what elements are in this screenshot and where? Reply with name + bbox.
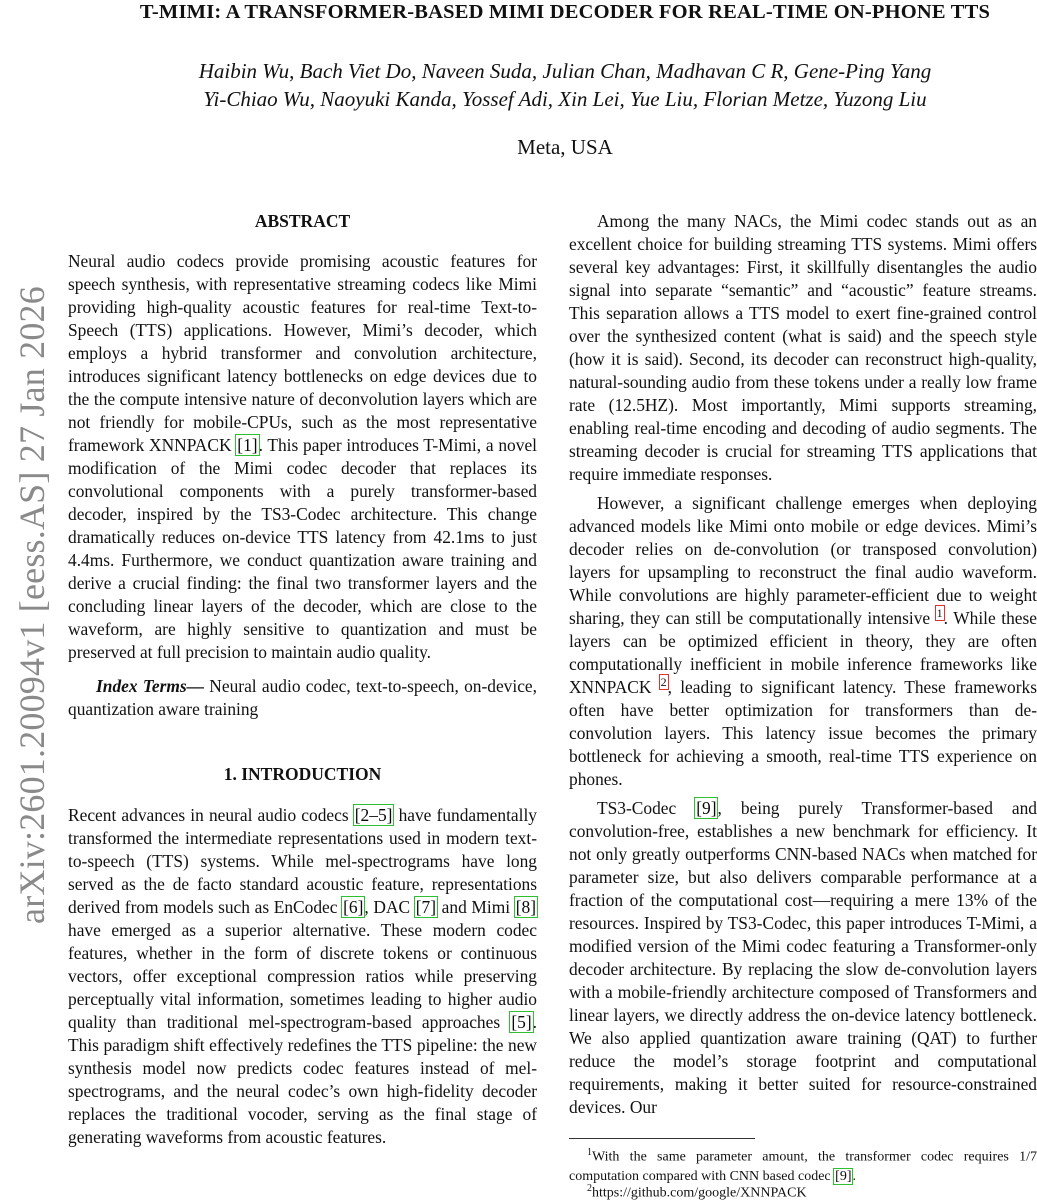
xnnpack-url-link[interactable]: https://github.com/google/XNNPACK bbox=[592, 1185, 807, 1201]
citation-link[interactable]: [8] bbox=[515, 897, 536, 917]
abstract-text-part: . This paper introduces T-Mimi, a novel modification of the Mimi codec decoder that replaces its convolutional components with a purely transformer-based decoder, inspired by the TS3-Codec architecture. This change dramatically reduces on-device TTS latency from 42.1ms to just 4.4ms. Furthermore, we conduct quantization aware training and derive a crucial finding: the final two transformer layers and the concluding linear layers of the decoder, which are close to the waveform, are highly sensitive to quantization and must be preserved at full precision to maintain audio quality. bbox=[68, 435, 537, 662]
intro-paragraph-1 bbox=[68, 804, 537, 1149]
text-part: and Mimi bbox=[437, 897, 515, 917]
text-part: TS3-Codec bbox=[597, 798, 696, 818]
text-part: , being purely Transformer-based and convolution-free, establishes a new benchmark for efficiency. It not only greatly outperforms CNN-based NACs when matched for parameter size, but also delivers comparable performance at a fraction of the computational cost—requiring a mere 13% of the resources. Inspired by TS3-Codec, this paper introduces T-Mimi, a modified version of the Mimi codec featuring a Transformer-only decoder architecture. By replacing the slow de-convolution layers with a mobile-friendly architecture composed of Transformers and linear layers, we directly address the on-device latency bottleneck. We also applied quantization aware training (QAT) to further reduce the model’s storage footprint and computational requirements, making it better suited for resource-constrained devices. Our bbox=[569, 798, 1037, 1117]
index-terms bbox=[68, 675, 537, 721]
footnote-text: With the same parameter amount, the transformer codec requires 1/7 computation compared with CNN based codec bbox=[569, 1149, 1037, 1184]
text-part: , DAC bbox=[364, 897, 415, 917]
abstract-heading: ABSTRACT bbox=[254, 211, 351, 231]
footnote-link[interactable]: 2 bbox=[660, 675, 667, 690]
citation-link[interactable]: [9] bbox=[696, 798, 717, 818]
text-part: Recent advances in neural audio codecs bbox=[68, 805, 354, 825]
author-line-2: Yi-Chiao Wu, Naoyuki Kanda, Yossef Adi, Xin Lei, Yue Liu, Florian Metze, Yuzong Liu bbox=[203, 87, 927, 111]
citation-link[interactable]: [9] bbox=[835, 1168, 852, 1184]
citation-link[interactable]: [1] bbox=[237, 435, 258, 455]
text-part: However, a significant challenge emerges when deploying advanced models like Mimi onto mobile or edge devices. Mimi’s decoder relies on de-convolution (or transposed convolution) layers for upsampling to reconstruct the final audio waveform. While convolutions are highly parameter-efficient due to weight sharing, they can still be computationally intensive bbox=[569, 493, 1037, 628]
index-terms-label: Index Terms— bbox=[96, 676, 205, 696]
text-part: . While these layers can be optimized efficient in theory, they are often computationally inefficient in mobile inference frameworks like XNNPACK bbox=[569, 608, 1037, 697]
intro-paragraph-2: Among the many NACs, the Mimi codec stands out as an excellent choice for building streaming TTS systems. Mimi offers several key advantages: First, it skillfully disentangles the audio signal into separate “semantic” and “acoustic” feature streams. This separation allows a TTS model to exert fine-grained control over the synthesized content (what is said) and the speech style (how it is said). Second, its decoder can reconstruct high-quality, natural-sounding audio from these tokens under a really low frame rate (12.5HZ). Most importantly, Mimi supports streaming, enabling real-time encoding and decoding of audio segments. The streaming decoder is crucial for streaming TTS applications that require immediate responses. bbox=[569, 211, 1037, 484]
intro-paragraph-4 bbox=[569, 797, 1037, 1119]
footnote-mark: 1 bbox=[587, 1147, 592, 1158]
citation-link[interactable]: [7] bbox=[415, 897, 437, 917]
citation-link[interactable]: [6] bbox=[343, 897, 364, 917]
index-terms-text: Neural audio codec, text-to-speech, on-device, quantization aware training bbox=[68, 676, 537, 719]
citation-link[interactable]: [2–5] bbox=[354, 805, 393, 825]
citation-link[interactable]: [5] bbox=[511, 1012, 532, 1032]
arxiv-identifier: arXiv:2601.20094v1 [eess.AS] 27 Jan 2026 bbox=[12, 286, 52, 924]
footnote-mark: 2 bbox=[587, 1183, 592, 1194]
affiliation: Meta, USA bbox=[517, 135, 613, 159]
author-list bbox=[40, 57, 1037, 113]
text-part: , leading to significant latency. These frameworks often have better optimization for transformers than de-convolution layers. This latency issue becomes the primary bottleneck for achieving a smooth, real-time TTS experience on phones. bbox=[569, 677, 1037, 789]
left-column bbox=[68, 210, 537, 1149]
footnote-text: . bbox=[852, 1168, 856, 1184]
footnote-divider bbox=[569, 1138, 755, 1139]
footnote-link[interactable]: 1 bbox=[936, 606, 943, 621]
text-part: have emerged as a superior alternative. These modern codec features, whether in the form of discrete tokens or continuous vectors, offer exceptional compression ratios while preserving perceptually vital information, sometimes leading to higher audio quality than traditional mel-spectrogram-based approaches bbox=[68, 920, 537, 1032]
intro-paragraph-3 bbox=[569, 492, 1037, 791]
abstract-text-part: Neural audio codecs provide promising acoustic features for speech synthesis, with representative streaming codecs like Mimi providing high-quality acoustic features for real-time Text-to-Speech (TTS) applications. However, Mimi’s decoder, which employs a hybrid transformer and convolution architecture, introduces significant latency bottlenecks on edge devices due to the the compute intensive nature of deconvolution layers which are not friendly for mobile-CPUs, such as the most representative framework XNNPACK bbox=[68, 251, 537, 455]
abstract-text bbox=[68, 250, 537, 664]
text-part: . This paradigm shift effectively redefines the TTS pipeline: the new synthesis model now predicts codec features instead of mel-spectrograms, and the neural codec’s own high-fidelity decoder replaces the traditional vocoder, serving as the final stage of generating waveforms from acoustic features. bbox=[68, 1012, 537, 1147]
author-line-1: Haibin Wu, Bach Viet Do, Naveen Suda, Julian Chan, Madhavan C R, Gene-Ping Yang bbox=[198, 59, 932, 83]
text-part: have fundamentally transformed the intermediate representations used in modern text-to-speech (TTS) systems. While mel-spectrograms have long served as the de facto standard acoustic feature, representations derived from models such as EnCodec bbox=[68, 805, 537, 917]
paper-title: T-MIMI: A TRANSFORMER-BASED MIMI DECODER FOR REAL-TIME ON-PHONE TTS bbox=[139, 1, 991, 23]
right-column bbox=[569, 210, 1037, 1119]
footnote-2 bbox=[569, 1179, 1037, 1203]
introduction-heading: 1. INTRODUCTION bbox=[223, 764, 382, 784]
